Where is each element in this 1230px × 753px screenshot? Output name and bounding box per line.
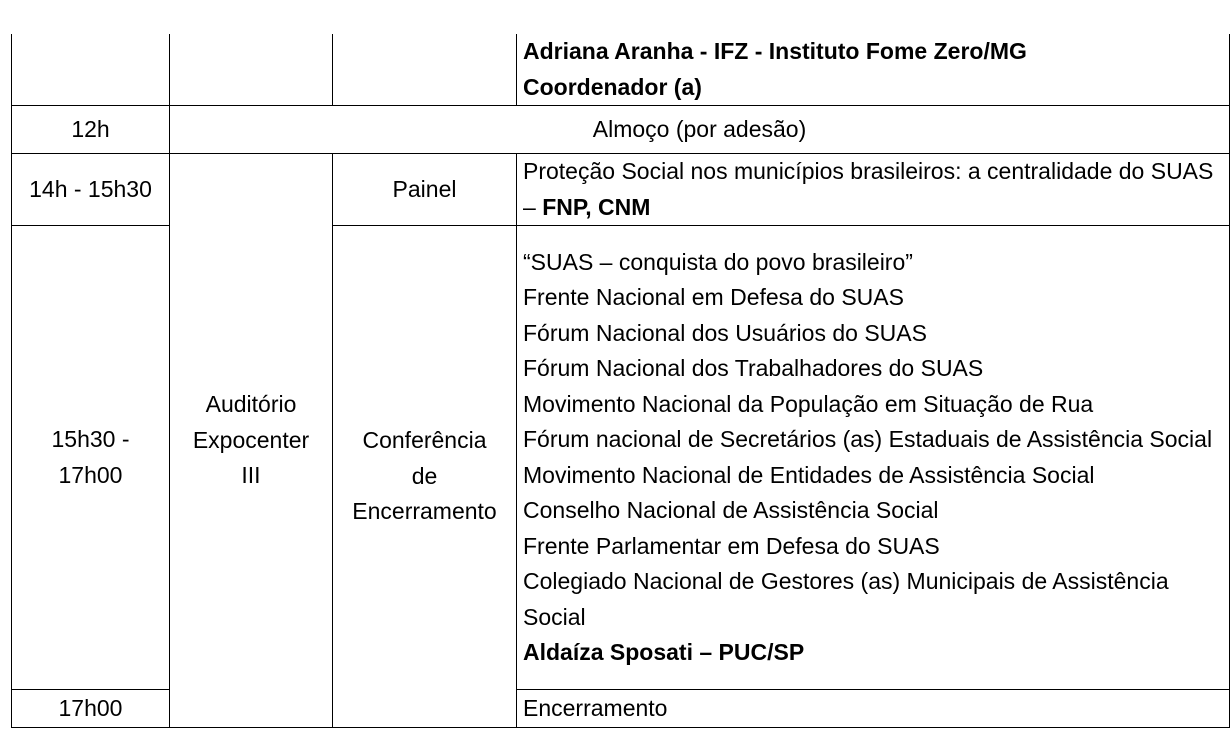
location-line: Expocenter	[192, 426, 310, 453]
time-cell: 12h	[12, 106, 170, 154]
speaker-line: Adriana Aranha - IFZ - Instituto Fome Zero/MG	[523, 38, 1027, 64]
list-item: Conselho Nacional de Assistência Social	[523, 497, 939, 523]
description-cell: Encerramento	[517, 690, 1230, 728]
time-cell	[12, 34, 170, 106]
type-cell: Painel	[333, 154, 517, 226]
location-cell	[170, 34, 333, 106]
table-row	[12, 106, 1230, 154]
location-line: III	[241, 462, 261, 489]
type-line: de	[411, 462, 438, 489]
time-cell: 14h - 15h30	[12, 154, 170, 226]
list-item: Fórum Nacional dos Usuários do SUAS	[523, 319, 927, 346]
time-line: 15h30 -	[51, 426, 130, 452]
table-row	[12, 154, 1230, 226]
panel-description: Proteção Social nos municípios brasileiros: a centralidade do SUAS –	[523, 158, 1214, 220]
list-item: Colegiado Nacional de Gestores (as) Municipais de Assistência Social	[523, 568, 1169, 630]
description-cell	[517, 226, 1230, 690]
list-item: Fórum nacional de Secretários (as) Estaduais de Assistência Social	[523, 426, 1213, 452]
type-line: Encerramento	[352, 498, 497, 525]
time-line: 17h00	[58, 461, 123, 488]
list-item: Movimento Nacional de Entidades de Assistência Social	[523, 461, 1095, 488]
description-cell	[517, 154, 1230, 226]
type-cell	[333, 34, 517, 106]
coordinator-line: Coordenador (a)	[523, 73, 702, 100]
schedule-table	[11, 34, 1230, 728]
speaker-line: Aldaíza Sposati – PUC/SP	[523, 639, 805, 665]
list-item: Fórum Nacional dos Trabalhadores do SUAS	[523, 355, 984, 381]
panel-organizations: FNP, CNM	[542, 193, 651, 220]
list-item: Frente Parlamentar em Defesa do SUAS	[523, 532, 940, 559]
list-item: “SUAS – conquista do povo brasileiro”	[523, 248, 913, 275]
type-cell	[333, 226, 517, 728]
time-cell: 17h00	[12, 690, 170, 728]
location-line: Auditório	[205, 391, 297, 418]
time-cell	[12, 226, 170, 690]
description-cell	[517, 34, 1230, 106]
list-item: Frente Nacional em Defesa do SUAS	[523, 284, 904, 310]
location-cell	[170, 154, 333, 728]
table-row	[12, 34, 1230, 106]
lunch-activity-cell: Almoço (por adesão)	[170, 106, 1230, 154]
list-item: Movimento Nacional da População em Situação de Rua	[523, 390, 1094, 417]
type-line: Conferência	[362, 427, 487, 454]
